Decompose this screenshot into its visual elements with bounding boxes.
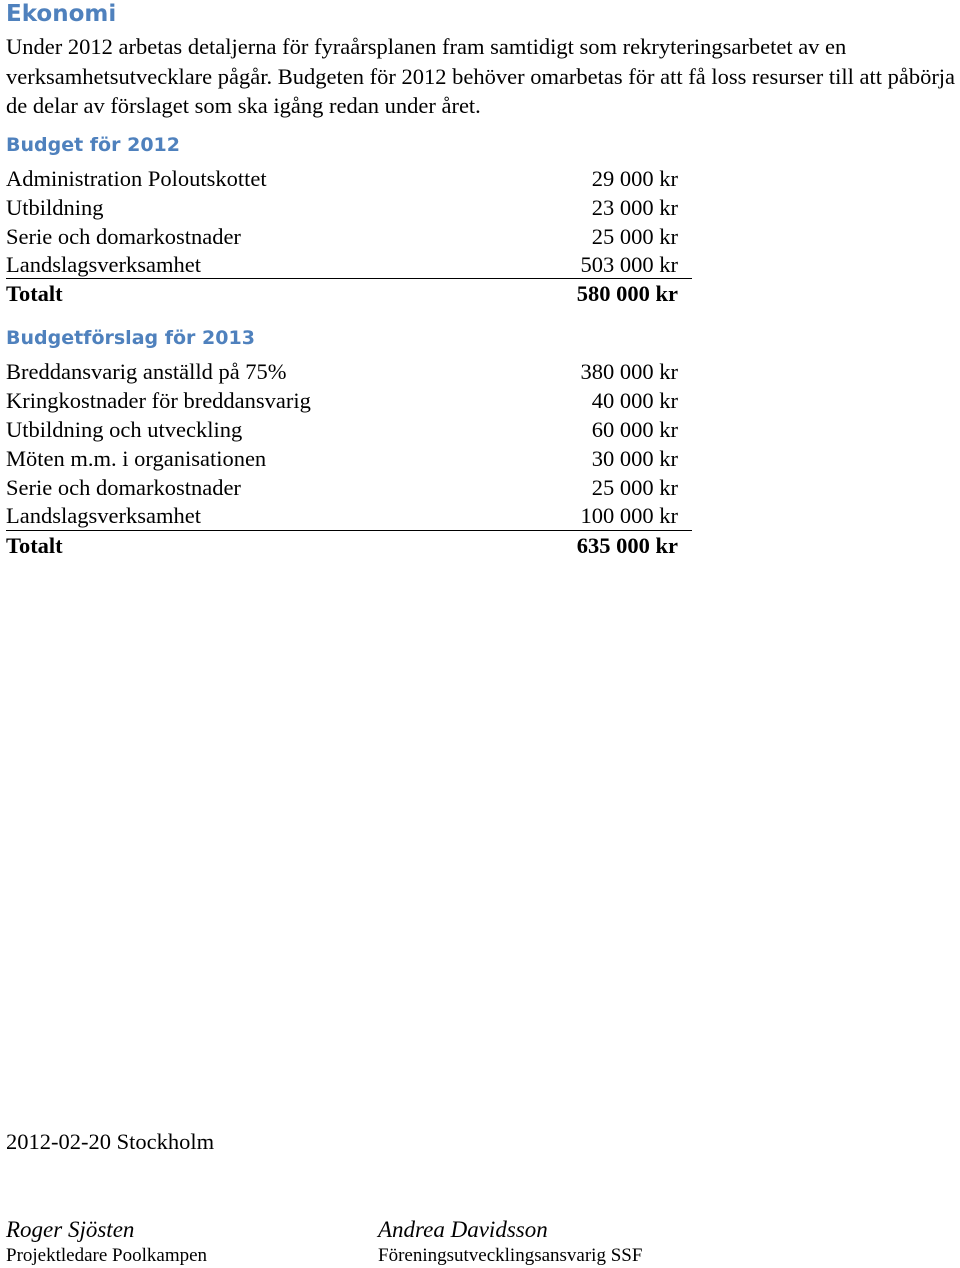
signer-role: Föreningsutvecklingsansvarig SSF <box>378 1245 643 1266</box>
row-label: Utbildning och utveckling <box>6 417 243 442</box>
date-place: 2012-02-20 Stockholm <box>6 1129 215 1154</box>
intro-paragraph: Under 2012 arbetas detaljerna för fyraårsplanen fram samtidigt som rekryteringsarbetet av en verksamhetsutvecklare pågår. Budgeten för 2012 behöver omarbetas för att få loss resurser till att påbörja de delar av förslaget som ska igång redan under året. <box>6 34 956 118</box>
row-amount: 380 000 kr <box>580 359 678 384</box>
row-amount: 30 000 kr <box>591 446 678 471</box>
section-title: Ekonomi <box>6 1 117 27</box>
row-amount: 60 000 kr <box>591 417 678 442</box>
total-label: Totalt <box>6 532 63 558</box>
row-label: Landslagsverksamhet <box>6 503 201 528</box>
signer-name: Andrea Davidsson <box>378 1217 548 1242</box>
row-amount: 23 000 kr <box>591 194 678 220</box>
total-amount: 635 000 kr <box>576 532 678 558</box>
row-amount: 503 000 kr <box>580 251 678 277</box>
row-label: Landslagsverksamhet <box>6 251 201 277</box>
row-amount: 25 000 kr <box>591 475 678 500</box>
table-row <box>6 444 692 473</box>
budget-2013-title: Budgetförslag för 2013 <box>6 327 255 349</box>
row-label: Administration Poloutskottet <box>6 165 267 191</box>
signature-block-roger <box>6 1216 207 1268</box>
table-row <box>6 415 692 444</box>
table-row <box>6 386 692 415</box>
row-label: Kringkostnader för breddansvarig <box>6 388 311 413</box>
row-amount: 29 000 kr <box>591 165 678 191</box>
budget-2013-table <box>6 357 692 560</box>
row-label: Serie och domarkostnader <box>6 223 241 249</box>
signer-role: Projektledare Poolkampen <box>6 1245 208 1266</box>
row-label: Serie och domarkostnader <box>6 475 241 500</box>
row-amount: 100 000 kr <box>580 503 678 528</box>
budget-2012-title: Budget för 2012 <box>6 133 180 156</box>
document-page <box>6 0 956 560</box>
table-row <box>6 502 692 531</box>
total-amount: 580 000 kr <box>576 281 678 306</box>
table-row <box>6 193 692 222</box>
row-amount: 25 000 kr <box>591 223 678 249</box>
total-row <box>6 279 692 308</box>
signature-block-andrea <box>378 1216 642 1268</box>
row-label: Möten m.m. i organisationen <box>6 446 267 471</box>
table-row <box>6 357 692 386</box>
table-row <box>6 251 692 280</box>
total-label: Totalt <box>6 281 63 306</box>
table-row <box>6 222 692 251</box>
row-label: Utbildning <box>6 194 104 220</box>
table-row <box>6 473 692 502</box>
table-row <box>6 164 692 193</box>
row-amount: 40 000 kr <box>591 388 678 413</box>
signer-name: Roger Sjösten <box>6 1217 135 1242</box>
row-label: Breddansvarig anställd på 75% <box>6 359 287 384</box>
total-row <box>6 531 692 560</box>
budget-2012-table <box>6 164 692 309</box>
